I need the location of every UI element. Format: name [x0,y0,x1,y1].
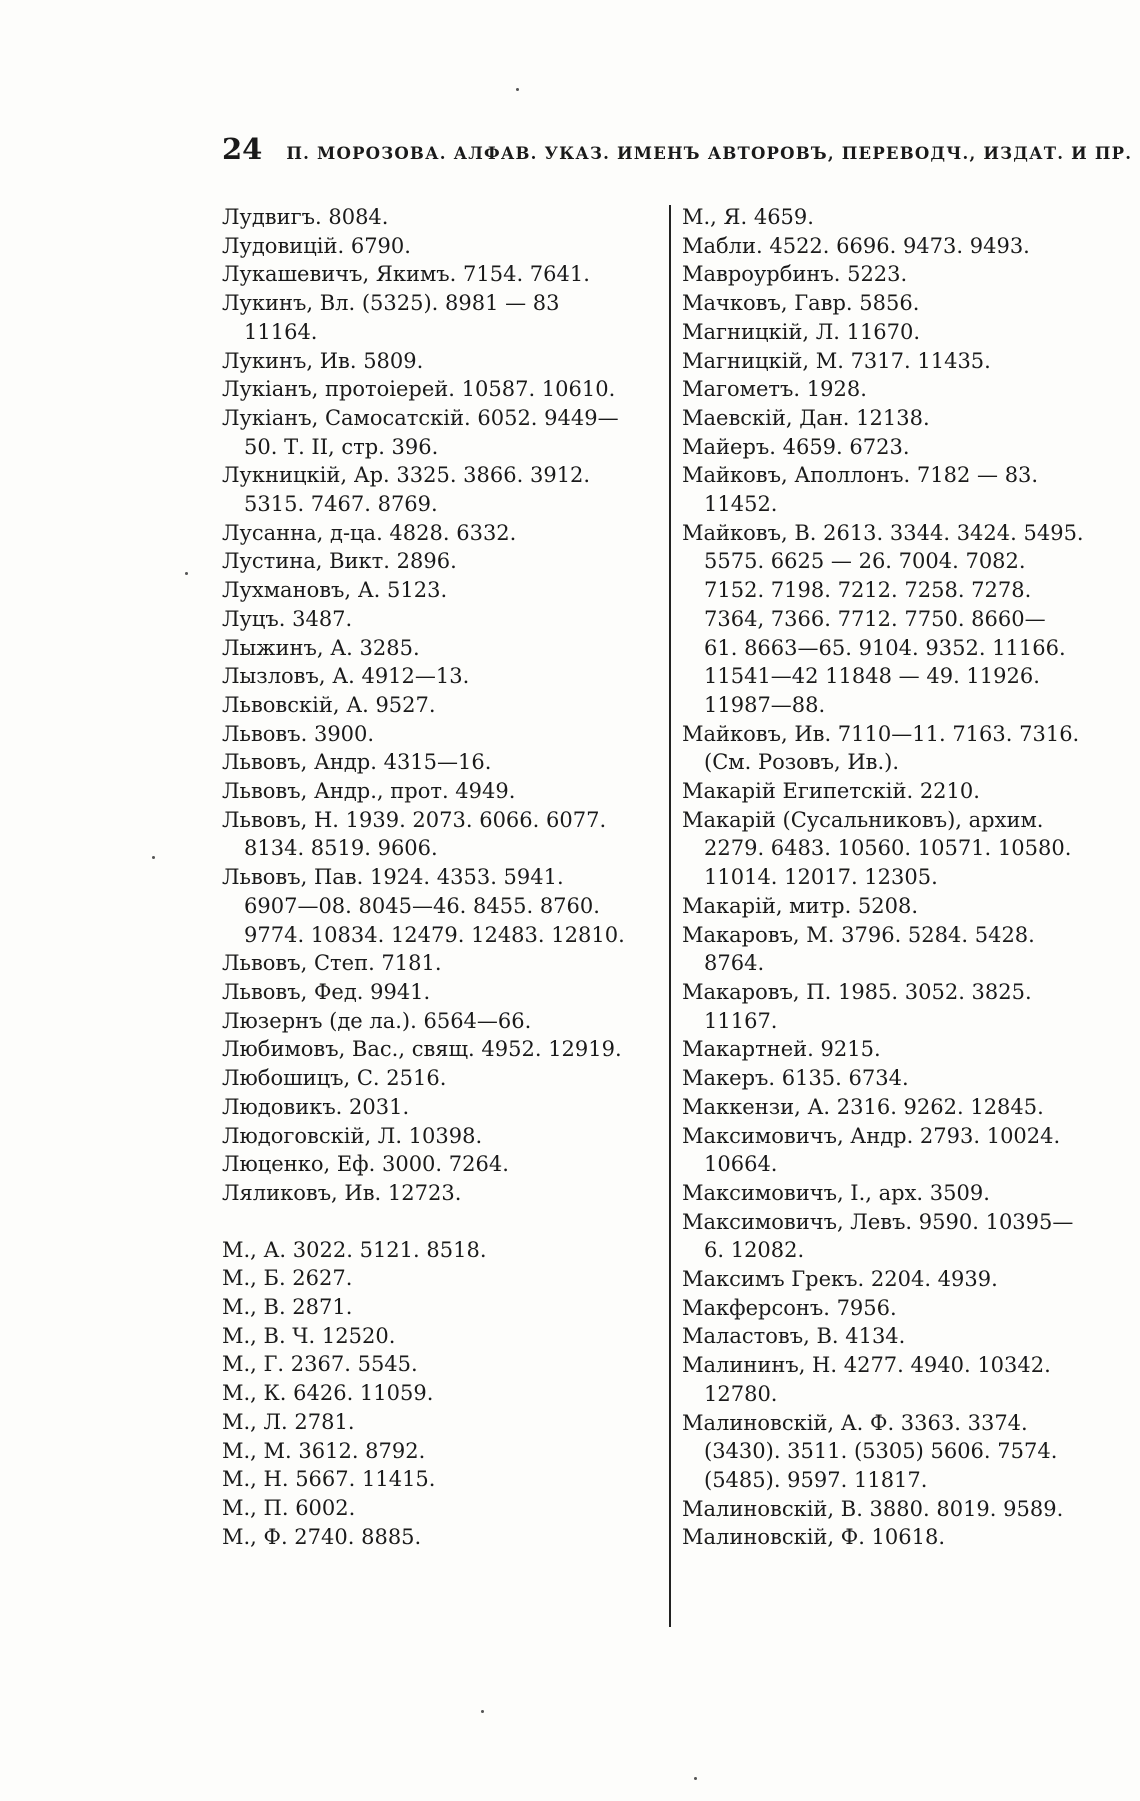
entry-line: Магометъ. 1928. [682,377,867,402]
entry-line: Малиновскій, Ф. 10618. [682,1525,946,1550]
entry-line: М., А. 3022. 5121. 8518. [222,1237,487,1262]
index-column-right [682,203,1102,1552]
entry-line: Лустина, Викт. 2896. [222,549,457,574]
index-entry [222,1007,682,1036]
entry-line: М., В. 2871. [222,1295,353,1320]
entry-line: Макарій Египетскій. 2210. [682,779,980,804]
index-entry [682,289,1122,318]
index-entry [682,921,1122,978]
index-entry [222,1035,682,1064]
entry-continuation: (5485). 9597. 11817. [704,1467,928,1492]
index-entry [222,720,682,749]
index-entry [222,806,682,863]
index-entry [222,203,682,232]
entry-continuation: 5315. 7467. 8769. [244,492,438,517]
entry-line: Лукницкій, Ар. 3325. 3866. 3912. [222,463,591,488]
page-number: 24 [222,132,263,166]
index-entry [222,1465,682,1494]
entry-line: Луцъ. 3487. [222,606,353,631]
entry-line: Майеръ. 4659. 6723. [682,434,910,459]
index-entry [222,1064,682,1093]
entry-line: Маккензи, А. 2316. 9262. 12845. [682,1094,1044,1119]
index-entry [222,748,682,777]
index-entry [222,576,682,605]
entry-continuation: 11541—42 11848 — 49. 11926. [704,664,1040,689]
index-entry [222,375,682,404]
entry-continuation: 9774. 10834. 12479. 12483. 12810. [244,922,625,947]
entry-line: Маевскій, Дан. 12138. [682,405,930,430]
entry-line: Магницкій, Л. 11670. [682,319,921,344]
index-entry [222,1379,682,1408]
index-entry [682,1409,1122,1495]
entry-line: Макаровъ, М. 3796. 5284. 5428. [682,922,1035,947]
print-speck [516,88,519,91]
entry-line: М., Б. 2627. [222,1266,353,1291]
entry-line: Лукинъ, Ив. 5809. [222,348,424,373]
page-header [222,132,1133,172]
entry-line: Майковъ, Аполлонъ. 7182 — 83. [682,463,1039,488]
index-entry [222,1293,682,1322]
index-entry [222,777,682,806]
running-head: П. МОРОЗОВА. АЛФАВ. УКАЗ. ИМЕНЪ АВТОРОВЪ, ПЕРЕВОДЧ., ИЗДАТ. И ПР. [286,144,1133,163]
entry-line: М., М. 3612. 8792. [222,1438,426,1463]
entry-line: Львовъ, Степ. 7181. [222,951,442,976]
entry-continuation: (3430). 3511. (5305) 5606. 7574. [704,1439,1058,1464]
entry-line: Лыжинъ, А. 3285. [222,635,420,660]
entry-line: Людоговскій, Л. 10398. [222,1123,483,1148]
entry-line: Люзернъ (де ла.). 6564—66. [222,1008,532,1033]
index-entry [682,375,1122,404]
index-entry [222,662,682,691]
index-entry [682,1351,1122,1408]
print-speck [185,572,188,575]
index-entry [222,232,682,261]
entry-continuation: 11014. 12017. 12305. [704,865,938,890]
entry-line: Львовъ, Андр. 4315—16. [222,750,492,775]
index-entry [682,1495,1122,1524]
index-entry [682,892,1122,921]
entry-continuation: 10664. [704,1152,778,1177]
entry-continuation: 7152. 7198. 7212. 7258. 7278. [704,578,1032,603]
entry-continuation: 6. 12082. [704,1238,805,1263]
entry-continuation: 11167. [704,1008,778,1033]
entry-line: Львовъ. 3900. [222,721,375,746]
index-entry [682,347,1122,376]
entry-continuation: 8134. 8519. 9606. [244,836,438,861]
index-entry [682,404,1122,433]
index-entry [682,260,1122,289]
entry-line: Львовъ, Пав. 1924. 4353. 5941. [222,865,564,890]
entry-continuation: 7364, 7366. 7712. 7750. 8660— [704,606,1046,631]
index-entry [682,1122,1122,1179]
index-entry [682,1179,1122,1208]
index-entry [222,863,682,949]
index-entry [222,605,682,634]
entry-line: Лукіанъ, протоіерей. 10587. 10610. [222,377,616,402]
entry-line: Лухмановъ, А. 5123. [222,578,448,603]
index-entry [222,347,682,376]
section-gap [222,1208,662,1236]
entry-line: Максимовичъ, Андр. 2793. 10024. [682,1123,1061,1148]
column-divider [669,205,671,1627]
entry-line: Магницкій, М. 7317. 11435. [682,348,991,373]
entry-line: Львовъ, Н. 1939. 2073. 6066. 6077. [222,807,607,832]
entry-line: Мачковъ, Гавр. 5856. [682,291,920,316]
entry-line: Малиновскій, А. Ф. 3363. 3374. [682,1410,1028,1435]
entry-line: М., Ф. 2740. 8885. [222,1524,422,1549]
index-entry [222,461,682,518]
entry-line: Макаровъ, П. 1985. 3052. 3825. [682,979,1032,1004]
entry-line: М., Я. 4659. [682,205,814,229]
entry-line: Люценко, Еф. 3000. 7264. [222,1152,509,1177]
index-entry [222,404,682,461]
index-entry [682,777,1122,806]
entry-line: Майковъ, Ив. 7110—11. 7163. 7316. [682,721,1080,746]
index-entry [222,519,682,548]
entry-continuation: 2279. 6483. 10560. 10571. 10580. [704,836,1072,861]
index-entry [682,461,1122,518]
entry-line: Лусанна, д-ца. 4828. 6332. [222,520,517,545]
entry-line: М., Г. 2367. 5545. [222,1352,418,1377]
index-entry [222,260,682,289]
entry-continuation: 61. 8663—65. 9104. 9352. 11166. [704,635,1066,660]
entry-line: Людовикъ. 2031. [222,1094,410,1119]
index-entry [222,1408,682,1437]
index-entry [682,232,1122,261]
index-entry [682,433,1122,462]
index-entry [222,1236,682,1265]
index-entry [222,1494,682,1523]
index-entry [682,1265,1122,1294]
entry-line: Майковъ, В. 2613. 3344. 3424. 5495. [682,520,1084,545]
entry-continuation: 12780. [704,1381,778,1406]
entry-line: Ляликовъ, Ив. 12723. [222,1180,462,1205]
print-speck [152,856,155,859]
index-entry [682,318,1122,347]
entry-continuation: 11452. [704,492,778,517]
index-entry [682,806,1122,892]
index-entry [682,1035,1122,1064]
entry-continuation: 8764. [704,951,765,976]
index-entry [222,1122,682,1151]
index-entry [222,978,682,1007]
entry-continuation: 6907—08. 8045—46. 8455. 8760. [244,893,600,918]
index-entry [682,519,1122,720]
entry-line: Львовъ, Фед. 9941. [222,979,431,1004]
index-entry [222,1523,682,1552]
entry-continuation: 11164. [244,319,318,344]
entry-line: Мабли. 4522. 6696. 9473. 9493. [682,233,1030,258]
entry-continuation: 50. Т. II, стр. 396. [244,434,439,459]
entry-line: Любимовъ, Вас., свящ. 4952. 12919. [222,1037,622,1062]
entry-line: Максимъ Грекъ. 2204. 4939. [682,1267,998,1292]
print-speck [694,1777,697,1780]
entry-line: Лудвигъ. 8084. [222,205,389,229]
entry-continuation: 11987—88. [704,692,826,717]
index-entry [682,1093,1122,1122]
index-entry [222,1437,682,1466]
index-entry [682,1208,1122,1265]
entry-continuation: (См. Розовъ, Ив.). [704,750,900,775]
index-entry [222,634,682,663]
index-entry [222,949,682,978]
entry-line: Лукашевичъ, Якимъ. 7154. 7641. [222,262,590,287]
index-entry [222,1264,682,1293]
index-entry [682,1294,1122,1323]
entry-line: Львовскій, А. 9527. [222,692,436,717]
entry-continuation: 5575. 6625 — 26. 7004. 7082. [704,549,1026,574]
entry-line: М., Н. 5667. 11415. [222,1467,436,1492]
entry-line: Лызловъ, А. 4912—13. [222,664,470,689]
print-speck [481,1710,484,1713]
entry-line: Малиновскій, В. 3880. 8019. 9589. [682,1496,1064,1521]
entry-line: Лудовицій. 6790. [222,233,411,258]
entry-line: М., Л. 2781. [222,1409,355,1434]
entry-line: М., В. Ч. 12520. [222,1323,396,1348]
entry-line: Макарій (Сусальниковъ), архим. [682,807,1044,832]
index-entry [682,1064,1122,1093]
entry-line: Лукіанъ, Самосатскій. 6052. 9449— [222,405,619,430]
index-entry [682,1523,1122,1552]
entry-line: Малининъ, Н. 4277. 4940. 10342. [682,1353,1051,1378]
entry-line: Макартней. 9215. [682,1037,881,1062]
entry-line: Львовъ, Андр., прот. 4949. [222,779,516,804]
index-entry [682,720,1122,777]
entry-line: М., К. 6426. 11059. [222,1381,434,1406]
entry-line: Лукинъ, Вл. (5325). 8981 — 83 [222,291,560,316]
index-entry [222,547,682,576]
index-entry [222,1150,682,1179]
index-entry [682,203,1122,232]
index-entry [222,691,682,720]
entry-line: Максимовичъ, І., арх. 3509. [682,1180,990,1205]
entry-line: Мавроурбинъ. 5223. [682,262,908,287]
entry-line: Любошицъ, С. 2516. [222,1066,447,1091]
index-entry [222,1350,682,1379]
entry-line: Макеръ. 6135. 6734. [682,1066,909,1091]
index-entry [222,1179,682,1208]
entry-line: Маластовъ, В. 4134. [682,1324,906,1349]
entry-line: Макферсонъ. 7956. [682,1295,897,1320]
entry-line: М., П. 6002. [222,1495,356,1520]
entry-line: Макарій, митр. 5208. [682,893,919,918]
index-entry [222,1093,682,1122]
index-entry [682,1322,1122,1351]
index-entry [222,289,682,346]
index-entry [222,1322,682,1351]
index-column-left [222,203,662,1551]
entry-line: Максимовичъ, Левъ. 9590. 10395— [682,1209,1074,1234]
index-entry [682,978,1122,1035]
